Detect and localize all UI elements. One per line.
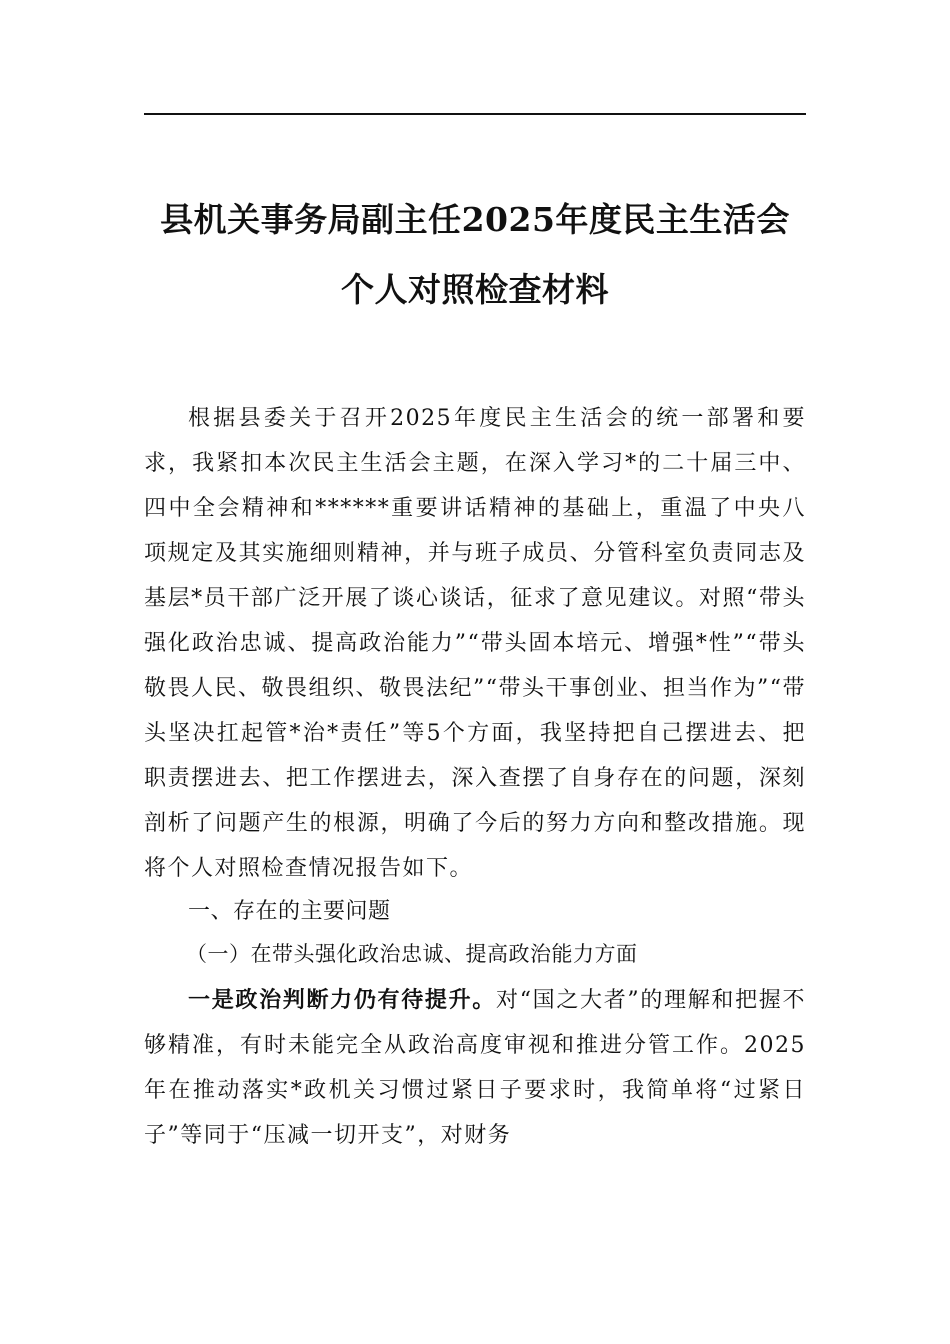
intro-paragraph: 根据县委关于召开2025年度民主生活会的统一部署和要求，我紧扣本次民主生活会主题，在深入学习*的二十届三中、四中全会精神和******重要讲话精神的基础上，重温了中央八项规定及其实施细则精神，并与班子成员、分管科室负责同志及基层*员干部广泛开展了谈心谈话，征求了意见建议。对照“带头强化政治忠诚、提高政治能力”“带头固本培元、增强*性”“带头敬畏人民、敬畏组织、敬畏法纪”“带头干事创业、担当作为”“带头坚决扛起管*治*责任”等5个方面，我坚持把自己摆进去、把职责摆进去、把工作摆进去，深入查摆了自身存在的问题，深刻剖析了问题产生的根源，明确了今后的努力方向和整改措施。现将个人对照检查情况报告如下。 <box>144 406 806 881</box>
point-paragraph <box>144 978 806 1158</box>
subsection-heading: （一）在带头强化政治忠诚、提高政治能力方面 <box>186 942 638 966</box>
section-heading: 一、存在的主要问题 <box>188 899 391 924</box>
document-title-line-1: 县机关事务局副主任2025年度民主生活会 <box>160 200 790 239</box>
document-title-line-2: 个人对照检查材料 <box>341 270 609 309</box>
document-body <box>144 396 806 1158</box>
point-lead: 一是政治判断力仍有待提升。 <box>188 988 496 1013</box>
header-rule <box>144 113 806 115</box>
point-text: 对“国之大者”的理解和把握不够精准，有时未能完全从政治高度审视和推进分管工作。2025年在推动落实*政机关习惯过紧日子要求时，我简单将“过紧日子”等同于“压减一切开支”，对财务 <box>144 988 806 1148</box>
